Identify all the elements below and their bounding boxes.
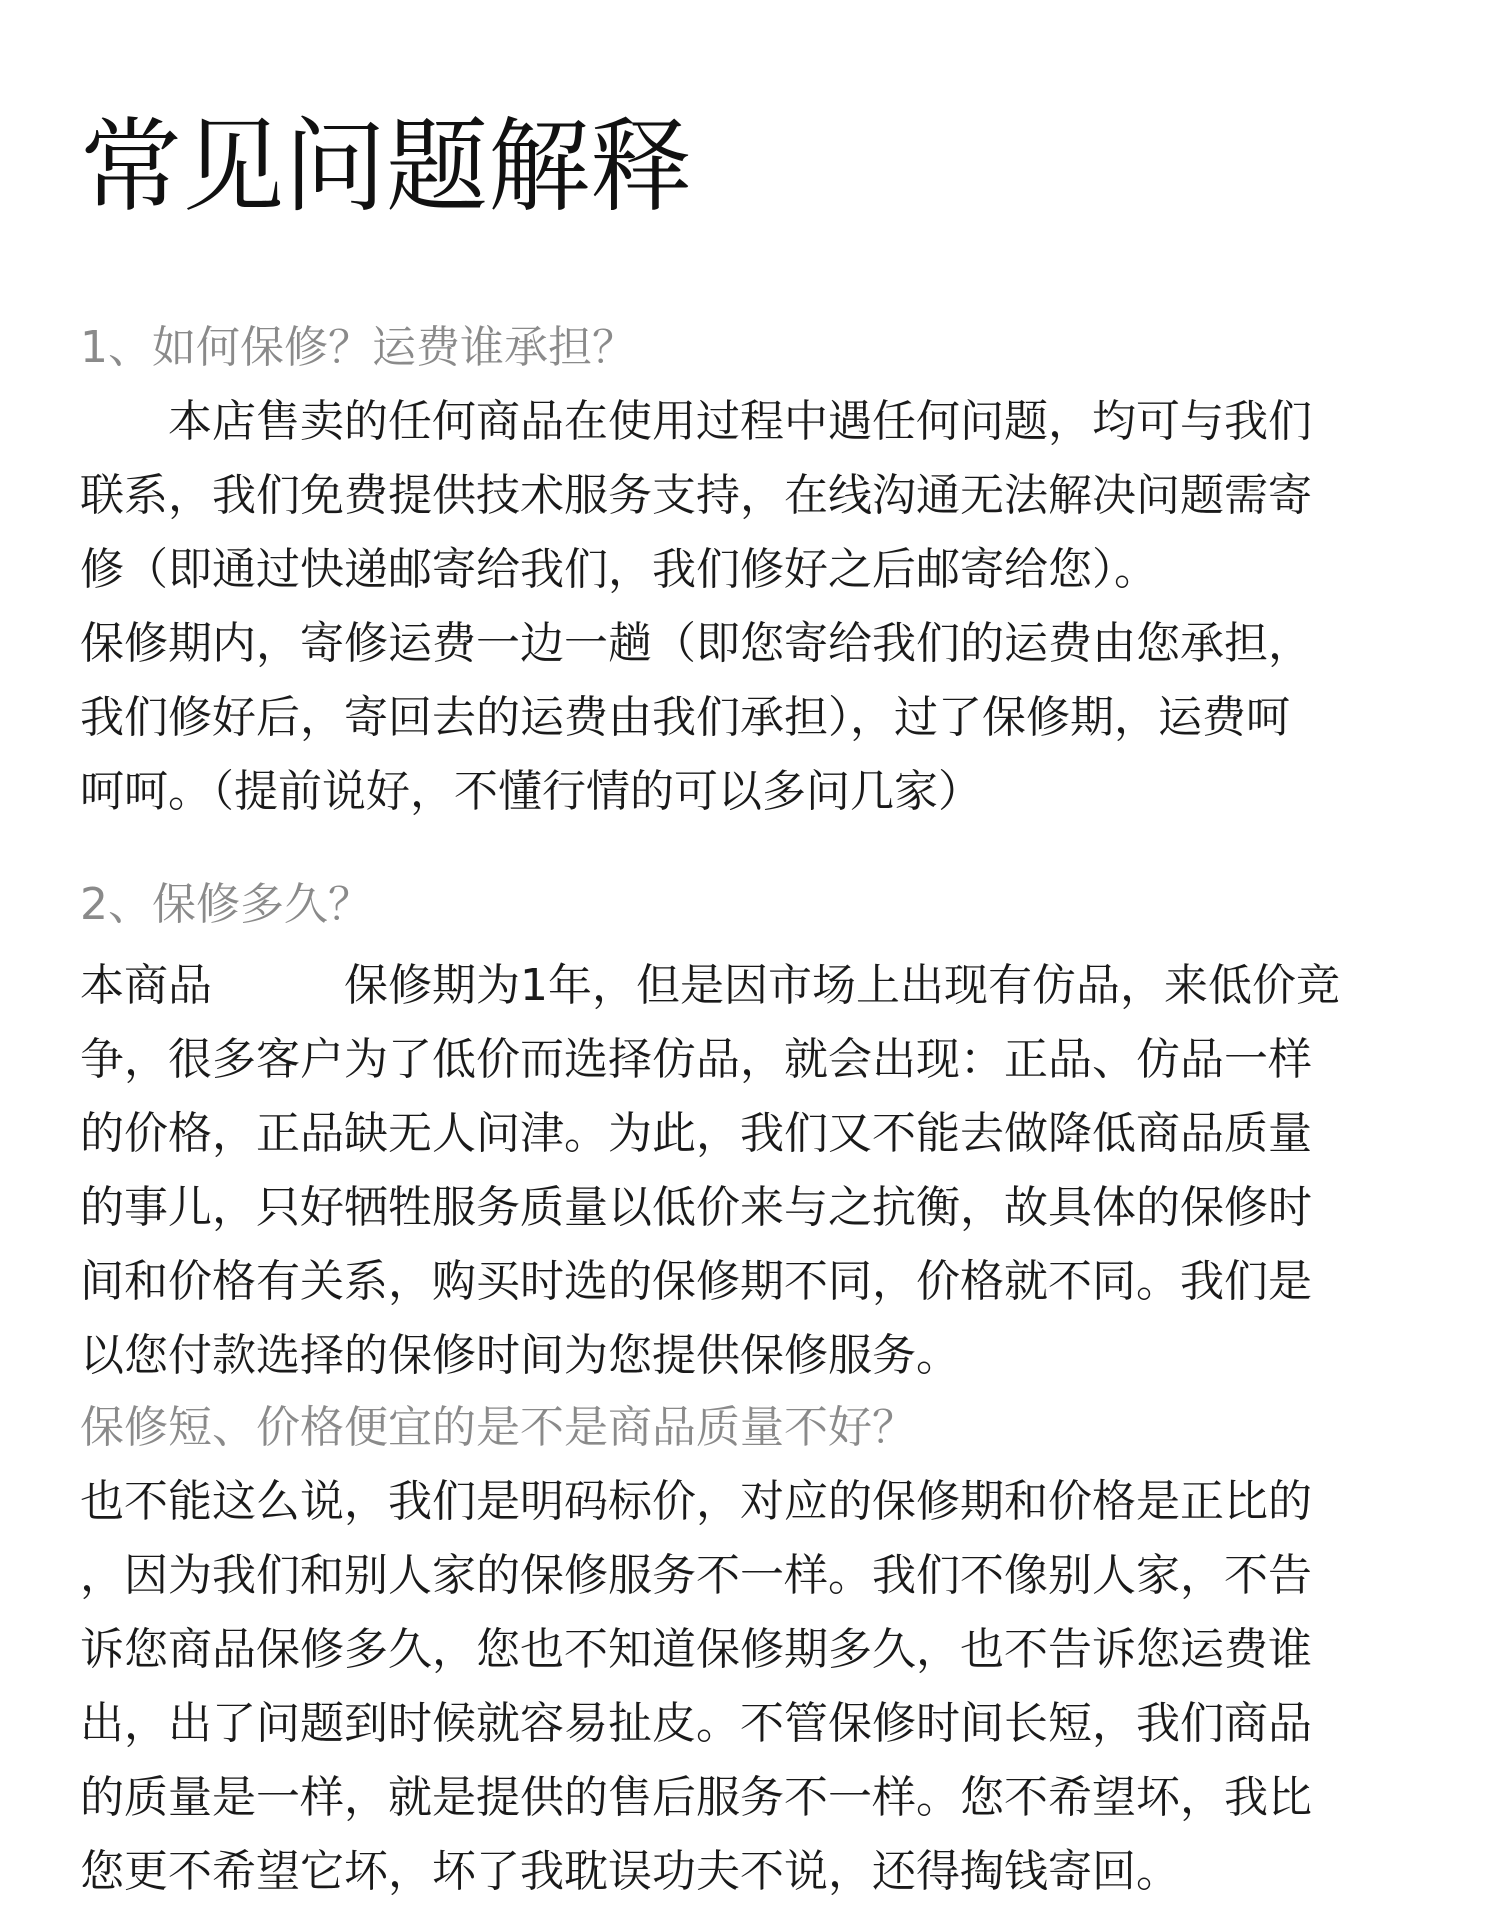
faq-question-2: 2、保修多久？ xyxy=(80,879,372,930)
faq-answer-1-line-1: 本店售卖的任何商品在使用过程中遇任何问题，均可与我们 xyxy=(80,396,1312,447)
faq-answer-2-line-6: 以您付款选择的保修时间为您提供保修服务。 xyxy=(80,1330,960,1381)
faq-answer-3-line-2: ，因为我们和别人家的保修服务不一样。我们不像别人家，不告 xyxy=(80,1550,1312,1601)
faq-answer-3-line-4: 出，出了问题到时候就容易扯皮。不管保修时间长短，我们商品 xyxy=(80,1698,1312,1749)
faq-page xyxy=(80,0,1440,1920)
faq-answer-2-line-3: 的价格，正品缺无人问津。为此，我们又不能去做降低商品质量 xyxy=(80,1108,1312,1159)
faq-question-1: 1、如何保修？运费谁承担？ xyxy=(80,322,636,373)
faq-answer-2-line-2: 争，很多客户为了低价而选择仿品，就会出现：正品、仿品一样 xyxy=(80,1034,1312,1085)
faq-answer-1-line-5: 我们修好后，寄回去的运费由我们承担），过了保修期，运费呵 xyxy=(80,692,1290,743)
faq-answer-3-line-6: 您更不希望它坏，坏了我耽误功夫不说，还得掏钱寄回。 xyxy=(80,1846,1180,1897)
faq-answer-2-line-5: 间和价格有关系，购买时选的保修期不同，价格就不同。我们是 xyxy=(80,1256,1312,1307)
faq-answer-1-line-2: 联系，我们免费提供技术服务支持，在线沟通无法解决问题需寄 xyxy=(80,470,1312,521)
faq-answer-1-line-3: 修（即通过快递邮寄给我们，我们修好之后邮寄给您）。 xyxy=(80,544,1158,595)
faq-answer-2-line-4: 的事儿，只好牺牲服务质量以低价来与之抗衡，故具体的保修时 xyxy=(80,1182,1312,1233)
faq-answer-1-line-4: 保修期内，寄修运费一边一趟（即您寄给我们的运费由您承担， xyxy=(80,618,1312,669)
faq-answer-3-line-3: 诉您商品保修多久，您也不知道保修期多久，也不告诉您运费谁 xyxy=(80,1624,1312,1675)
faq-question-3: 保修短、价格便宜的是不是商品质量不好？ xyxy=(80,1402,916,1453)
faq-answer-3-line-1: 也不能这么说，我们是明码标价，对应的保修期和价格是正比的 xyxy=(80,1476,1312,1527)
faq-answer-3-line-5: 的质量是一样，就是提供的售后服务不一样。您不希望坏，我比 xyxy=(80,1772,1312,1823)
faq-answer-2-line-1: 本商品 保修期为1年，但是因市场上出现有仿品，来低价竞 xyxy=(80,960,1340,1011)
page-title: 常见问题解释 xyxy=(80,108,692,227)
faq-answer-1-line-6: 呵呵。（提前说好，不懂行情的可以多问几家） xyxy=(80,766,982,817)
